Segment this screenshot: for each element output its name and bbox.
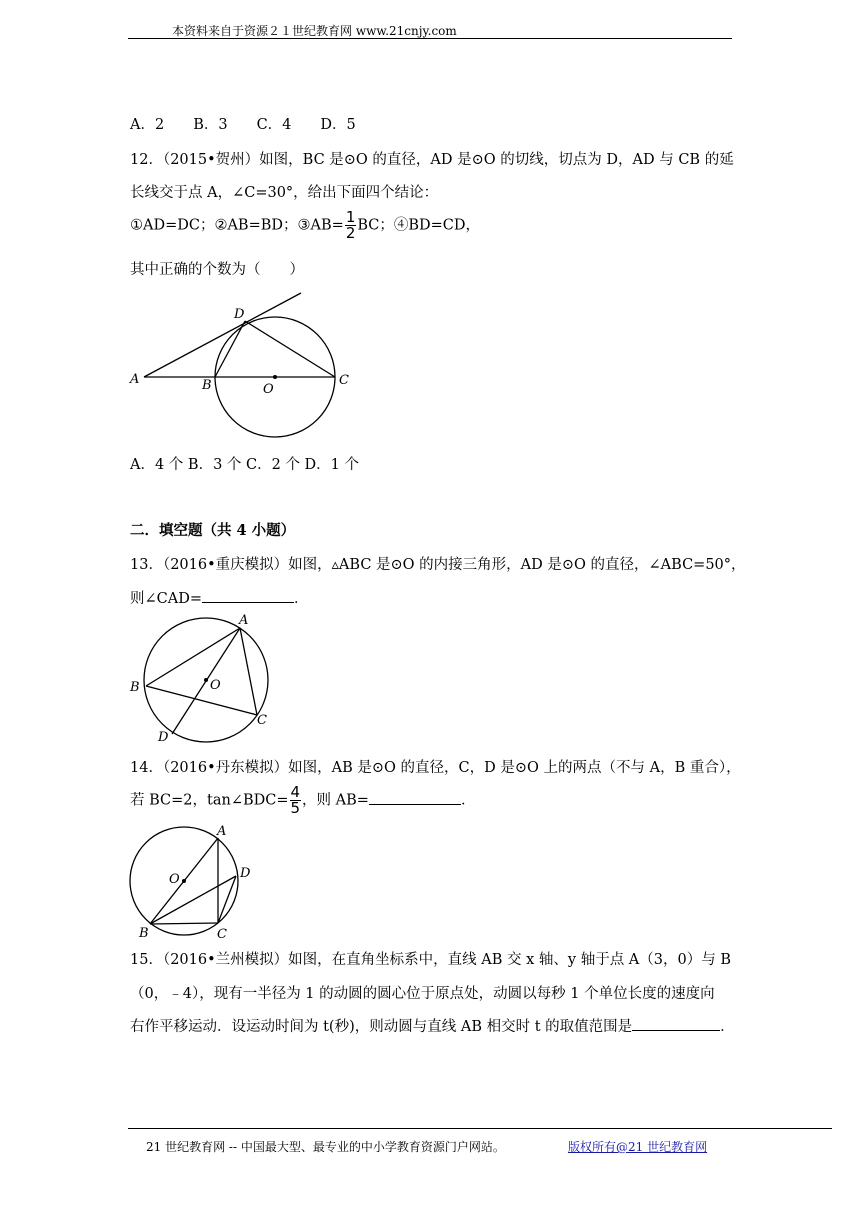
q13-line-bc [146, 686, 257, 715]
q13-line2-pre: 则∠CAD= [130, 591, 202, 607]
q13-line2 [130, 587, 309, 608]
q14-label-c: C [217, 927, 227, 942]
q13-label-b: B [130, 680, 140, 695]
q12-label-d: D [234, 307, 245, 322]
q14-line2-pre: 若 BC=2，tan∠BDC= [130, 792, 289, 809]
footer-rule [128, 1128, 832, 1129]
q11-options: A．2 B．3 C．4 D．5 [130, 117, 356, 133]
q12-conclusions-pre: ①AD=DC；②AB=BD；③AB= [130, 217, 344, 234]
q12-figure [120, 285, 370, 445]
q14-label-o: O [169, 872, 180, 887]
q12-frac-num: 1 [345, 208, 356, 226]
q12-line-bd [215, 321, 245, 377]
q12-tangent-line [144, 293, 301, 377]
q13-line2-post: ． [294, 591, 309, 607]
q14-center-dot [182, 879, 186, 883]
q12-label-a: A [130, 372, 140, 387]
q14-line2-post: ． [460, 792, 476, 809]
q13-line-ab [146, 628, 240, 686]
q14-label-d: D [240, 866, 251, 881]
q12-fraction [345, 210, 357, 241]
q13-label-c: C [257, 713, 267, 728]
q14-figure [120, 820, 270, 945]
q12-center-dot [273, 375, 277, 379]
q14-line-bd [150, 876, 236, 924]
q15-line2: （0，﹣4），现有一半径为 1 的动圆的圆心位于原点处，动圆以每秒 1 个单位长度的速度向 [130, 986, 715, 1002]
q14-line1: 14．（2016•丹东模拟）如图，AB 是⊙O 的直径，C，D 是⊙O 上的两点（不与 A，B 重合）， [130, 760, 741, 776]
q12-label-o: O [263, 382, 274, 397]
q14-label-a: A [217, 824, 227, 839]
q15-line3-post: ． [720, 1019, 735, 1035]
q12-line2: 长线交于点 A，∠C=30°，给出下面四个结论： [130, 185, 439, 201]
q15-line3-pre: 右作平移运动．设运动时间为 t(秒)，则动圆与直线 AB 相交时 t 的取值范围是 [130, 1019, 633, 1035]
footer-text: 21 世纪教育网 -- 中国最大型、最专业的中小学教育资源门户网站。 [146, 1140, 505, 1154]
q12-conclusions-post: BC；④BD=CD， [357, 217, 481, 234]
footer-copyright-link[interactable]: 版权所有@21 世纪教育网 [568, 1140, 708, 1154]
q14-line-dc [218, 876, 236, 923]
q13-figure [125, 610, 285, 745]
q14-line-bc [150, 923, 218, 924]
q12-frac-den: 2 [345, 224, 356, 242]
q12-line-dc [245, 321, 335, 377]
q13-line1: 13．（2016•重庆模拟）如图，▵ABC 是⊙O 的内接三角形，AD 是⊙O 的直径，∠ABC=50°， [130, 557, 746, 573]
q15-line3 [130, 1015, 735, 1036]
q14-answer-blank[interactable] [369, 803, 461, 805]
q13-answer-blank[interactable] [202, 601, 294, 603]
q14-fraction [290, 785, 302, 816]
q14-frac-num: 4 [290, 783, 301, 801]
q12-conclusions [130, 210, 480, 241]
q13-label-o: O [210, 678, 221, 693]
q13-label-d: D [158, 730, 169, 745]
q14-frac-den: 5 [290, 799, 301, 817]
q14-label-b: B [139, 926, 149, 941]
q12-label-c: C [339, 373, 349, 388]
q15-line1: 15．（2016•兰州模拟）如图，在直角坐标系中，直线 AB 交 x 轴、y 轴于点 A（3，0）与 B [130, 952, 731, 968]
q12-line1: 12．（2015•贺州）如图，BC 是⊙O 的直径，AD 是⊙O 的切线，切点为 D，AD 与 CB 的延 [130, 152, 734, 168]
q12-label-b: B [202, 378, 212, 393]
q14-line2 [130, 785, 475, 816]
section-title: 二．填空题（共 4 小题） [130, 522, 296, 539]
q15-answer-blank[interactable] [632, 1029, 720, 1031]
q12-options: A．4 个 B．3 个 C．2 个 D．1 个 [130, 457, 360, 473]
page-header: 本资料来自于资源２１世纪教育网 www.21cnjy.com [172, 24, 457, 38]
q14-line2-mid: ，则 AB= [302, 792, 369, 809]
q12-line4: 其中正确的个数为（ ） [130, 262, 304, 278]
header-rule [128, 38, 732, 39]
q13-label-a: A [239, 613, 249, 628]
q13-center-dot [204, 678, 208, 682]
